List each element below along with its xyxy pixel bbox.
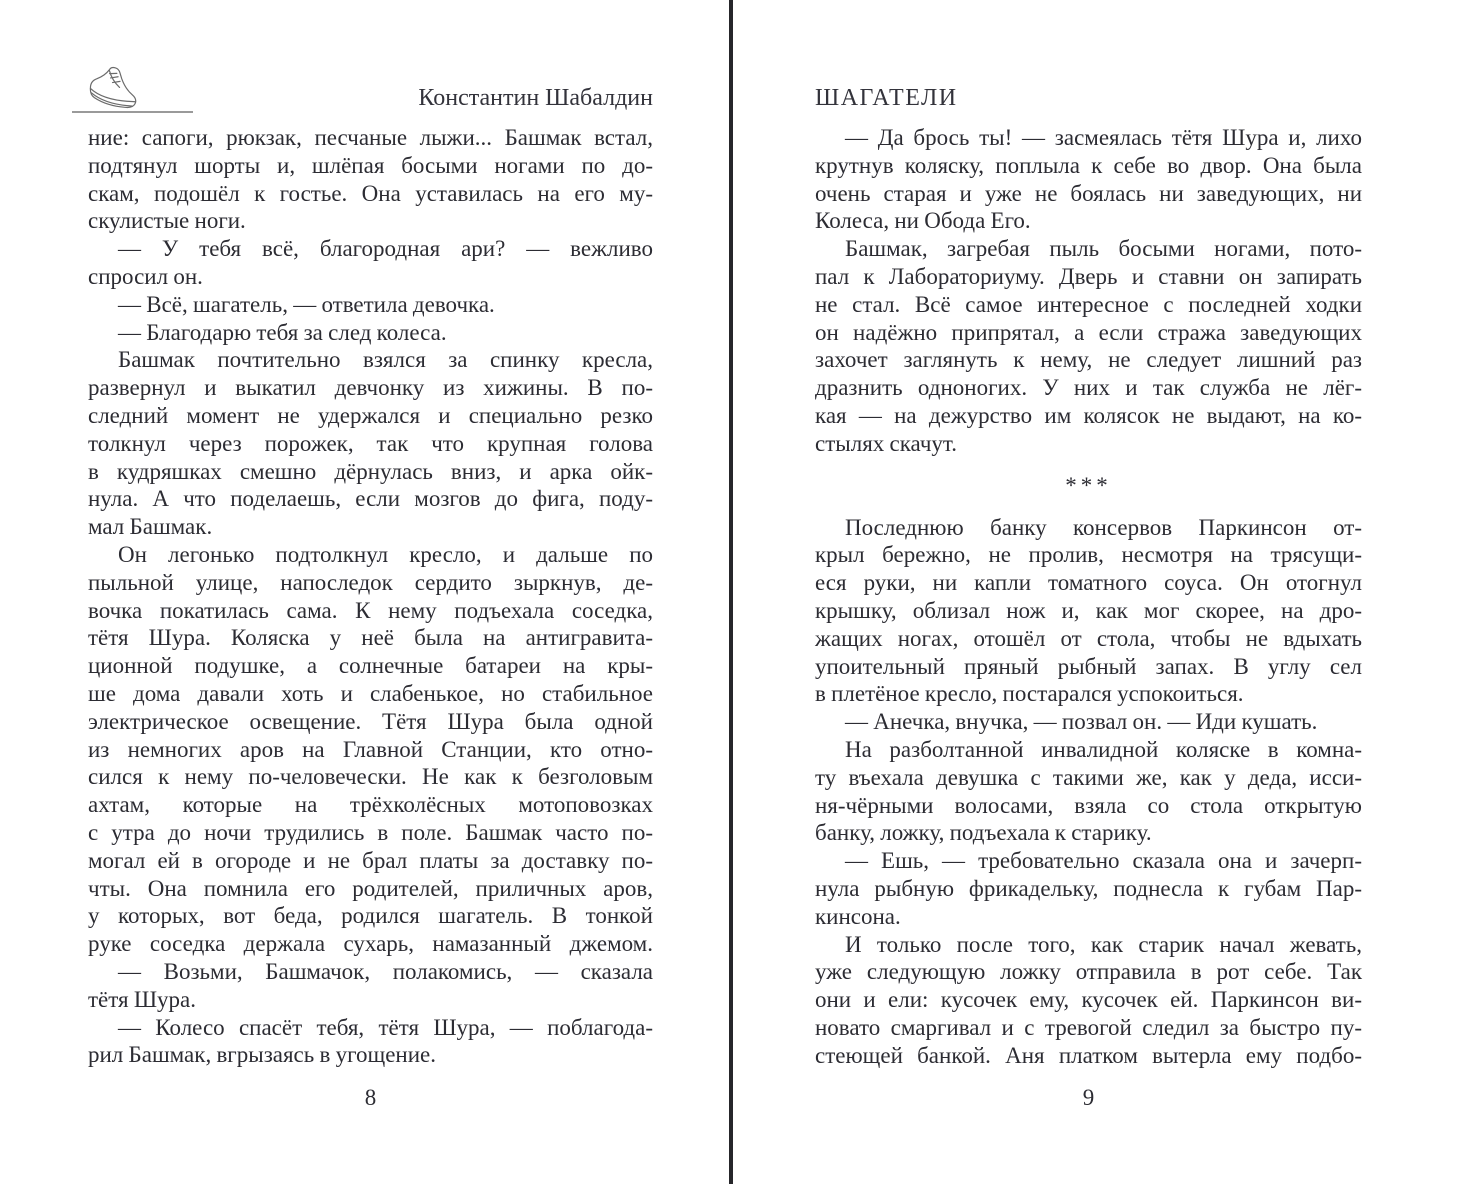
- text-line: подтянул шорты и, шлёпая босыми ногами по до-: [88, 152, 653, 178]
- text-line: На разболтанной инвалидной коляске в комна-: [845, 736, 1362, 762]
- text-line: мал Башмак.: [88, 514, 213, 540]
- text-line: новато смаргивал и с тревогой следил за быстро пу-: [815, 1014, 1362, 1040]
- page-body-left: [88, 124, 653, 1069]
- text-line: спросил он.: [88, 263, 203, 289]
- text-line: руке соседка держала сухарь, намазанный джемом.: [88, 931, 653, 957]
- text-line: из немногих аров на Главной Станции, кто отно-: [88, 736, 653, 762]
- text-line: кая — на дежурство им колясок не выдают, на ко-: [815, 402, 1362, 428]
- text-line: Последнюю банку консервов Паркинсон от-: [845, 514, 1362, 540]
- page-number-left: 8: [364, 1085, 377, 1110]
- text-line: вочка покатилась сама. К нему подъехала соседка,: [88, 597, 653, 623]
- text-line: в плетёное кресло, постарался успокоиться.: [815, 681, 1244, 707]
- text-line: стылях скачут.: [815, 430, 957, 456]
- text-line: — Колесо спасёт тебя, тётя Шура, — поблагода-: [118, 1014, 653, 1040]
- text-line: Башмак почтительно взялся за спинку кресла,: [118, 347, 653, 373]
- text-line: — Да брось ты! — засмеялась тётя Шура и, лихо: [845, 125, 1362, 150]
- text-line: нула рыбную фрикадельку, поднесла к губам Пар-: [815, 875, 1362, 901]
- text-line: упоительный пряный рыбный запах. В углу сел: [815, 653, 1362, 679]
- text-line: электрическое освещение. Тётя Шура была одной: [88, 708, 653, 734]
- text-line: банку, ложку, подъехала к старику.: [815, 820, 1152, 846]
- text-line: Он легонько подтолкнул кресло, и дальше по: [118, 541, 653, 567]
- text-line: дразнить одноногих. У них и так служба не лёг-: [815, 375, 1362, 401]
- text-line: чты. Она помнила его родителей, приличных аров,: [88, 875, 653, 901]
- text-line: развернул и выкатил девчонку из хижины. В по-: [88, 375, 653, 401]
- text-line: ахтам, которые на трёхколёсных мотоповозках: [88, 792, 653, 818]
- text-line: рил Башмак, вгрызаясь в угощение.: [88, 1042, 436, 1068]
- text-line: жащих ногах, отошёл от стола, чтобы не вдыхать: [815, 625, 1362, 651]
- text-line: тётя Шура. Коляска у неё была на антигравита-: [88, 625, 653, 651]
- text-line: пыльной улице, напоследок сердито зыркнув, де-: [88, 569, 653, 595]
- text-line: Башмак, загребая пыль босыми ногами, пото-: [845, 236, 1362, 262]
- text-line: — Благодарю тебя за след колеса.: [118, 319, 447, 345]
- text-line: — У тебя всё, благородная ари? — вежливо: [118, 236, 653, 262]
- text-line: уже следующую ложку отправила в рот себе. Так: [815, 959, 1362, 985]
- text-line: крыл бережно, не пролив, несмотря на трясущи-: [815, 542, 1362, 568]
- text-line: они и ели: кусочек ему, кусочек ей. Паркинсон ви-: [815, 987, 1362, 1013]
- text-line: скулистые ноги.: [88, 208, 246, 234]
- text-line: скам, подошёл к гостье. Она уставилась на его му-: [88, 180, 653, 206]
- section-break-asterisks: ***: [1065, 472, 1112, 498]
- text-line: ше дома давали хоть и слабенькое, но стабильное: [88, 680, 653, 706]
- text-line: пал к Лабораториуму. Дверь и ставни он запирать: [815, 263, 1362, 289]
- text-line: толкнул через порожек, так что крупная голова: [88, 430, 653, 456]
- text-line: тётя Шура.: [88, 986, 196, 1012]
- running-head-author: Константин Шабалдин: [418, 85, 653, 111]
- text-line: нула. А что поделаешь, если мозгов до фига, поду-: [88, 486, 653, 512]
- text-line: стеющей банкой. Аня платком вытерла ему подбо-: [815, 1042, 1362, 1068]
- text-line: захочет заглянуть к нему, не следует лишний раз: [815, 347, 1362, 373]
- page-number-right: 9: [1082, 1085, 1095, 1110]
- text-line: ту въехала девушка с такими же, как у деда, исси-: [815, 764, 1362, 790]
- page-body-right: [815, 124, 1362, 1070]
- text-line: с утра до ночи трудились в поле. Башмак часто по-: [88, 819, 653, 845]
- running-head-title: ШАГАТЕЛИ: [815, 85, 958, 111]
- text-line: кинсона.: [815, 903, 901, 929]
- text-line: ня-чёрными волосами, взяла со стола открытую: [815, 792, 1362, 818]
- page-right: [733, 0, 1463, 1184]
- text-line: следний момент не удержался и специально резко: [88, 402, 653, 428]
- text-line: Колеса, ни Обода Его.: [815, 208, 1031, 234]
- text-line: ционной подушке, а солнечные батареи на кры-: [88, 653, 653, 679]
- text-line: крышку, облизал нож и, как мог скорее, на дро-: [815, 597, 1362, 623]
- text-line: не стал. Всё самое интересное с последней ходки: [815, 291, 1362, 317]
- text-line: у которых, вот беда, родился шагатель. В тонкой: [88, 903, 653, 929]
- text-line: очень старая и уже не боялась ни заведующих, ни: [815, 180, 1362, 206]
- text-line: И только после того, как старик начал жевать,: [845, 931, 1362, 957]
- text-line: в кудряшках смешно дёрнулась вниз, и арка ойк-: [88, 458, 653, 484]
- text-line: еся руки, ни капли томатного соуса. Он отогнул: [815, 570, 1362, 596]
- text-line: могал ей в огороде и не брал платы за доставку по-: [88, 847, 653, 873]
- text-line: крутнув коляску, поплыла к себе во двор. Она была: [815, 152, 1362, 178]
- text-line: — Возьми, Башмачок, полакомись, — сказала: [118, 958, 653, 984]
- text-line: сился к нему по-человечески. Не как к безголовым: [88, 764, 653, 790]
- page-left: [0, 0, 727, 1184]
- text-line: ние: сапоги, рюкзак, песчаные лыжи... Башмак встал,: [88, 125, 653, 150]
- text-line: он надёжно припрятал, а если стража заведующих: [815, 319, 1362, 345]
- text-line: — Анечка, внучка, — позвал он. — Иди кушать.: [845, 709, 1318, 735]
- text-line: — Ешь, — требовательно сказала она и зачерп-: [845, 848, 1362, 874]
- text-line: — Всё, шагатель, — ответила девочка.: [118, 291, 495, 317]
